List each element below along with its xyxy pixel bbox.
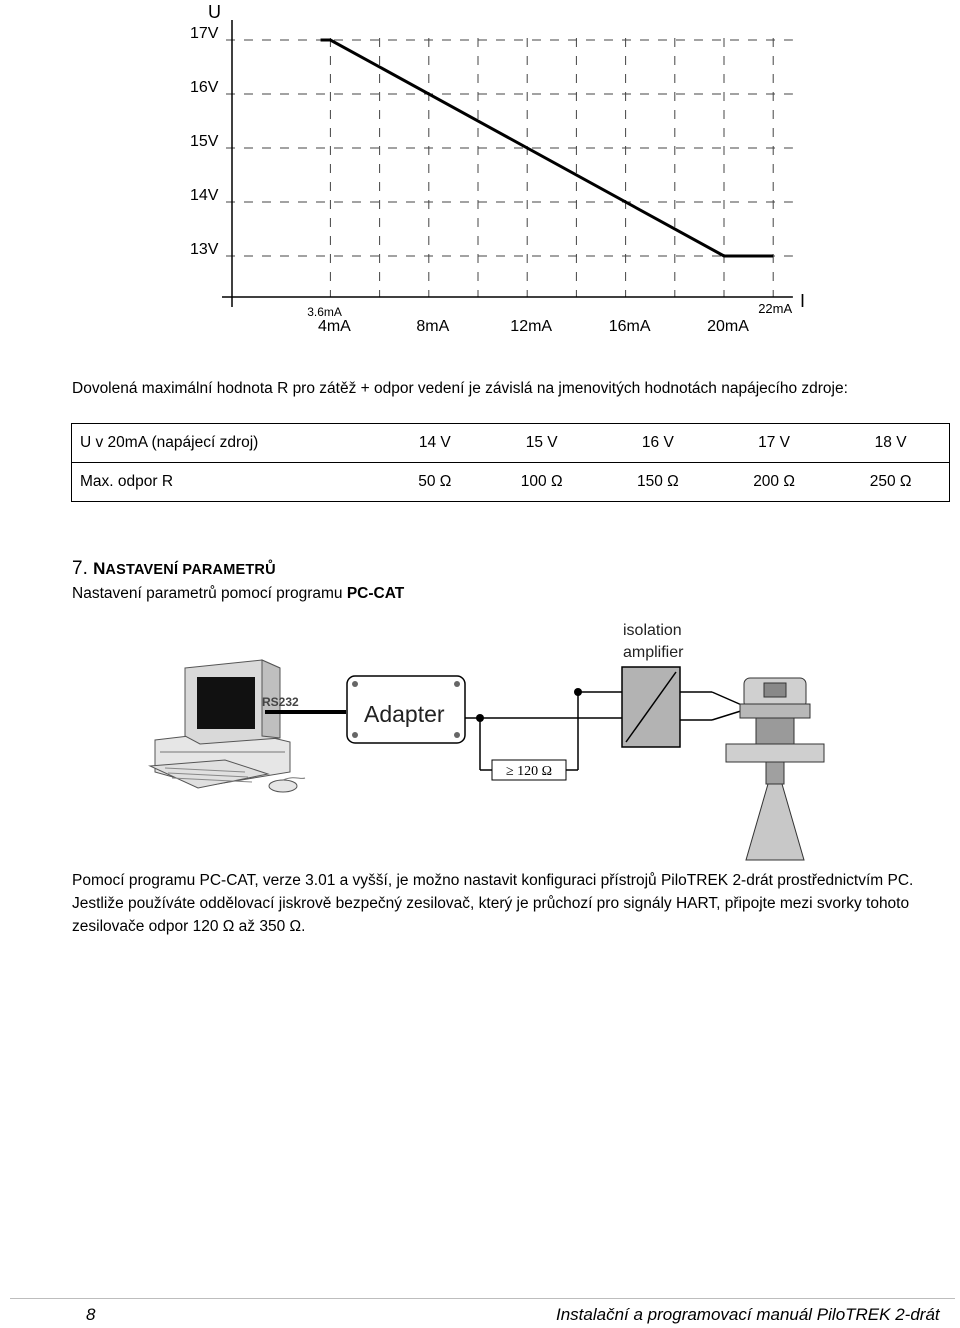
connection-diagram (0, 610, 960, 865)
description-paragraph: Pomocí programu PC-CAT, verze 3.01 a vyšší, je možno nastavit konfiguraci přístrojů PiloTREK 2-drát prostřednictvím PC. Jestliže používáte oddělovací jiskrově bezpečný zesilovač, který je průchozí pro signály HART, připojte mezi svorky tohoto zesilovače odpor 120 Ω až 350 Ω. (72, 872, 914, 935)
footer-divider (10, 1298, 955, 1299)
y-axis-label: U (208, 2, 221, 22)
section-title: ASTAVENÍ PARAMETRŮ (105, 562, 276, 578)
table-cell: 100 Ω (520, 473, 563, 490)
intro-text: Dovolená maximální hodnota R pro zátěž + odpor vedení je závislá na jmenovitých hodnotách napájecího zdroje: (72, 380, 848, 397)
junction-dot (574, 688, 582, 696)
junction-dot (476, 714, 484, 722)
table-cell: 150 Ω (636, 473, 679, 490)
x-tick-label: 8mA (416, 318, 450, 335)
amplifier-label-line1: isolation (623, 622, 682, 639)
x-tick-label: 20mA (707, 318, 749, 335)
table-cell: U v 20mA (napájecí zdroj) (72, 424, 387, 463)
y-tick-label: 17V (190, 25, 219, 42)
table-cell: 18 V (832, 424, 949, 463)
table-row (72, 424, 950, 463)
table-cell: 200 Ω (753, 473, 795, 490)
program-name: PC-CAT (346, 585, 405, 602)
section-subtitle-text: Nastavení parametrů pomocí programu (72, 585, 347, 602)
table-cell: 15 V (484, 424, 600, 463)
table-cell: 14 V (386, 424, 484, 463)
voltage-current-chart (0, 0, 960, 345)
x-tick-label: 16mA (608, 318, 651, 335)
page-number: 8 (86, 1305, 96, 1324)
table-cell: 17 V (716, 424, 832, 463)
y-tick-label: 14V (190, 187, 219, 204)
resistance-table (71, 423, 950, 502)
y-tick-label: 15V (190, 133, 219, 150)
computer-icon (150, 660, 305, 792)
table-cell: 50 Ω (418, 473, 452, 490)
chart-axes (222, 20, 793, 307)
table-cell: 250 Ω (869, 473, 912, 490)
section-number: 7. (72, 558, 88, 579)
table-cell: Max. odpor R (80, 473, 174, 490)
x-axis-label: I (800, 291, 806, 311)
section-heading (72, 558, 276, 580)
x-tick-label: 4mA (317, 318, 351, 335)
x-tick-label: 3.6mA (307, 305, 342, 319)
table-cell: 16 V (600, 424, 716, 463)
section-title-initial: N (93, 559, 106, 578)
resistor-label: ≥ 120 Ω (505, 764, 553, 779)
chart-grid (226, 38, 793, 297)
amplifier-label-line2: amplifier (623, 644, 684, 661)
y-tick-label: 13V (190, 241, 219, 258)
y-tick-label: 16V (190, 79, 219, 96)
x-tick-label: 22mA (758, 301, 793, 316)
x-tick-label: 12mA (510, 318, 553, 335)
section-subtitle (72, 585, 404, 603)
table-row (72, 463, 950, 502)
chart-labels (190, 2, 805, 335)
rs232-label: RS232 (262, 695, 299, 709)
radar-transmitter-icon (726, 678, 824, 860)
wiring (465, 692, 744, 770)
adapter-label: Adapter (364, 701, 445, 727)
footer-title: Instalační a programovací manuál PiloTREK 2-drát (556, 1305, 940, 1324)
